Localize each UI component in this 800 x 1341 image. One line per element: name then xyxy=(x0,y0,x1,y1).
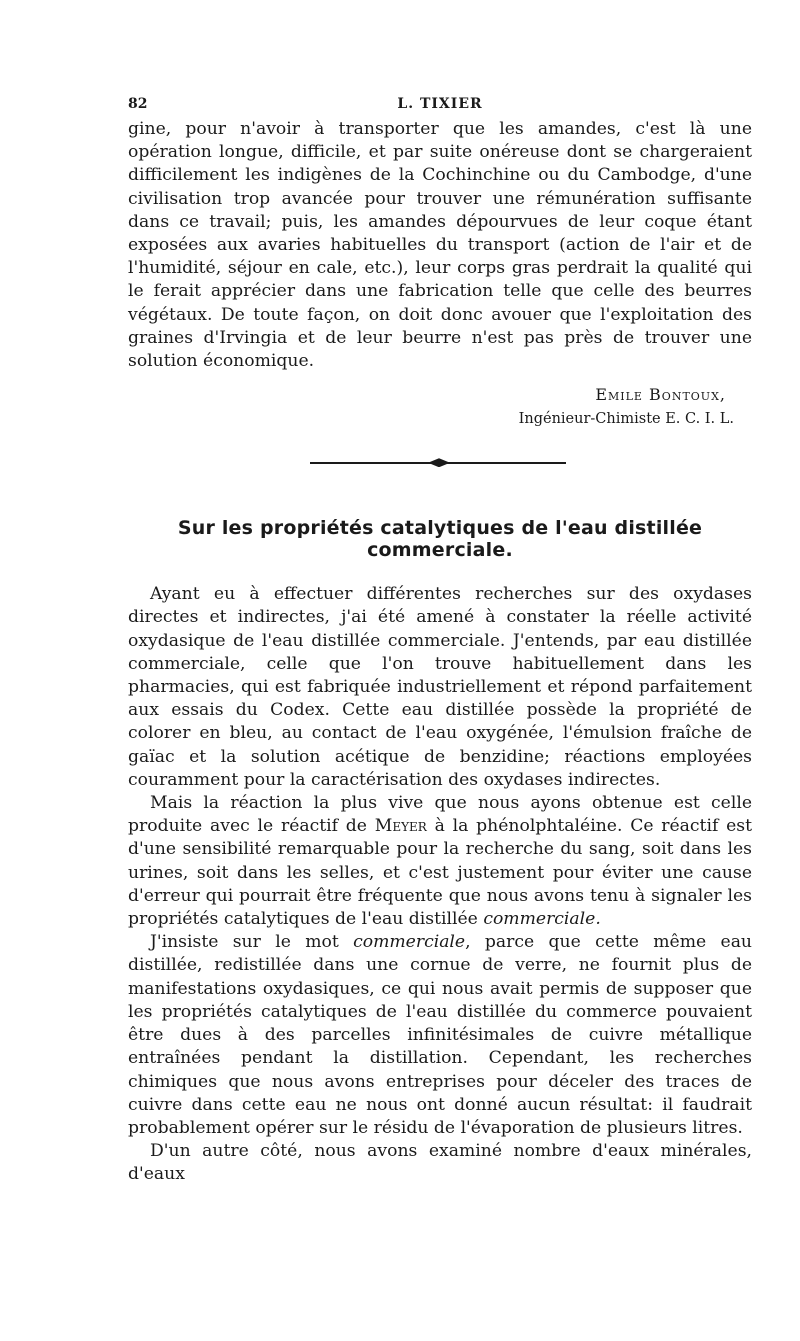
paragraph-2-text-b: à la phénolphtaléine. Ce réactif est d'une sensibilité remarquable pour la recherche du sang, soit dans les urines, soit dans les selles, et c'est justement pour éviter une cause d'erreur qui pourrait être fréquente que nous avons tenu à signaler les propriétés catalytiques de l'eau distillée xyxy=(128,816,753,930)
article-paragraph-1: Ayant eu à effectuer différentes recherches sur des oxydases directes et indirectes, j'ai été amené à constater la réelle activité oxydasique de l'eau distillée commerciale. J'entends, par eau distillée commerciale, celle que l'on trouve habituellement dans les pharmacies, qui est fabriquée industriellement et répond parfaitement aux essais du Codex. Cette eau distillée possède la propriété de colorer en bleu, au contact de l'eau oxygénée, l'émulsion fraîche de gaïac et la solution acétique de benzidine; réactions employées couramment pour la caractérisation des oxydases indirectes. xyxy=(128,584,752,790)
article-paragraph-2 xyxy=(128,792,752,931)
author-signature xyxy=(128,383,752,431)
article-paragraph-3 xyxy=(128,931,752,1140)
page-content xyxy=(128,96,752,1187)
continued-paragraph: gine, pour n'avoir à transporter que les amandes, c'est là une opération longue, difficile, et par suite onéreuse dont se chargeraient difficilement les indigènes de la Cochinchine ou du Cambodge, d'une civilisation trop avancée pour trouver une rémunération suffisante dans ce travail; puis, les amandes dépourvues de leur coque étant exposées aux avaries habituelles du transport (action de l'air et de l'humidité, séjour en cale, etc.), leur corps gras perdrait la qualité qui le ferait apprécier dans une fabrication telle que celle des beurres végétaux. De toute façon, on doit donc avouer que l'exploitation des graines d'Irvingia et de leur beurre n'est pas près de trouver une solution économique. xyxy=(128,119,752,372)
section-separator xyxy=(310,457,566,469)
running-title: L. TIXIER xyxy=(397,96,483,112)
running-header xyxy=(128,96,752,118)
author-name: Emile Bontoux, xyxy=(595,385,726,405)
author-title: Ingénieur-Chimiste E. C. I. L. xyxy=(518,411,734,428)
paragraph-2-text-a: Mais la réaction la plus vive que nous ayons obtenue est celle produite avec le réactif de xyxy=(128,793,752,837)
paragraph-3-text-b: , parce que cette même eau distillée, redistillée dans une cornue de verre, ne fournit plus de manifestations oxydasiques, ce qui nous avait permis de supposer que les propriétés catalytiques de l'eau distillée du commerce pouvaient être dues à des parcelles infinitésimales de cuivre métallique entraînées pendant la distillation. Cependant, les recherches chimiques que nous avons entreprises pour déceler des traces de cuivre dans cette eau ne nous ont donné aucun résultat: il faudrait probablement opérer sur le résidu de l'évaporation de plusieurs litres. xyxy=(128,932,753,1138)
paragraph-3-text-a: J'insiste sur le mot xyxy=(150,932,354,953)
article-paragraph-4: D'un autre côté, nous avons examiné nombre d'eaux minérales, d'eaux xyxy=(128,1141,752,1185)
article-title: Sur les propriétés catalytiques de l'eau distillée commerciale. xyxy=(177,517,703,562)
emphasis-commerciale-2: commerciale xyxy=(353,932,466,953)
page-number: 82 xyxy=(128,96,148,112)
author-reference-meyer: Meyer xyxy=(374,816,427,837)
separator-diamond-ornament xyxy=(428,458,450,467)
emphasis-commerciale: commerciale. xyxy=(483,909,601,930)
